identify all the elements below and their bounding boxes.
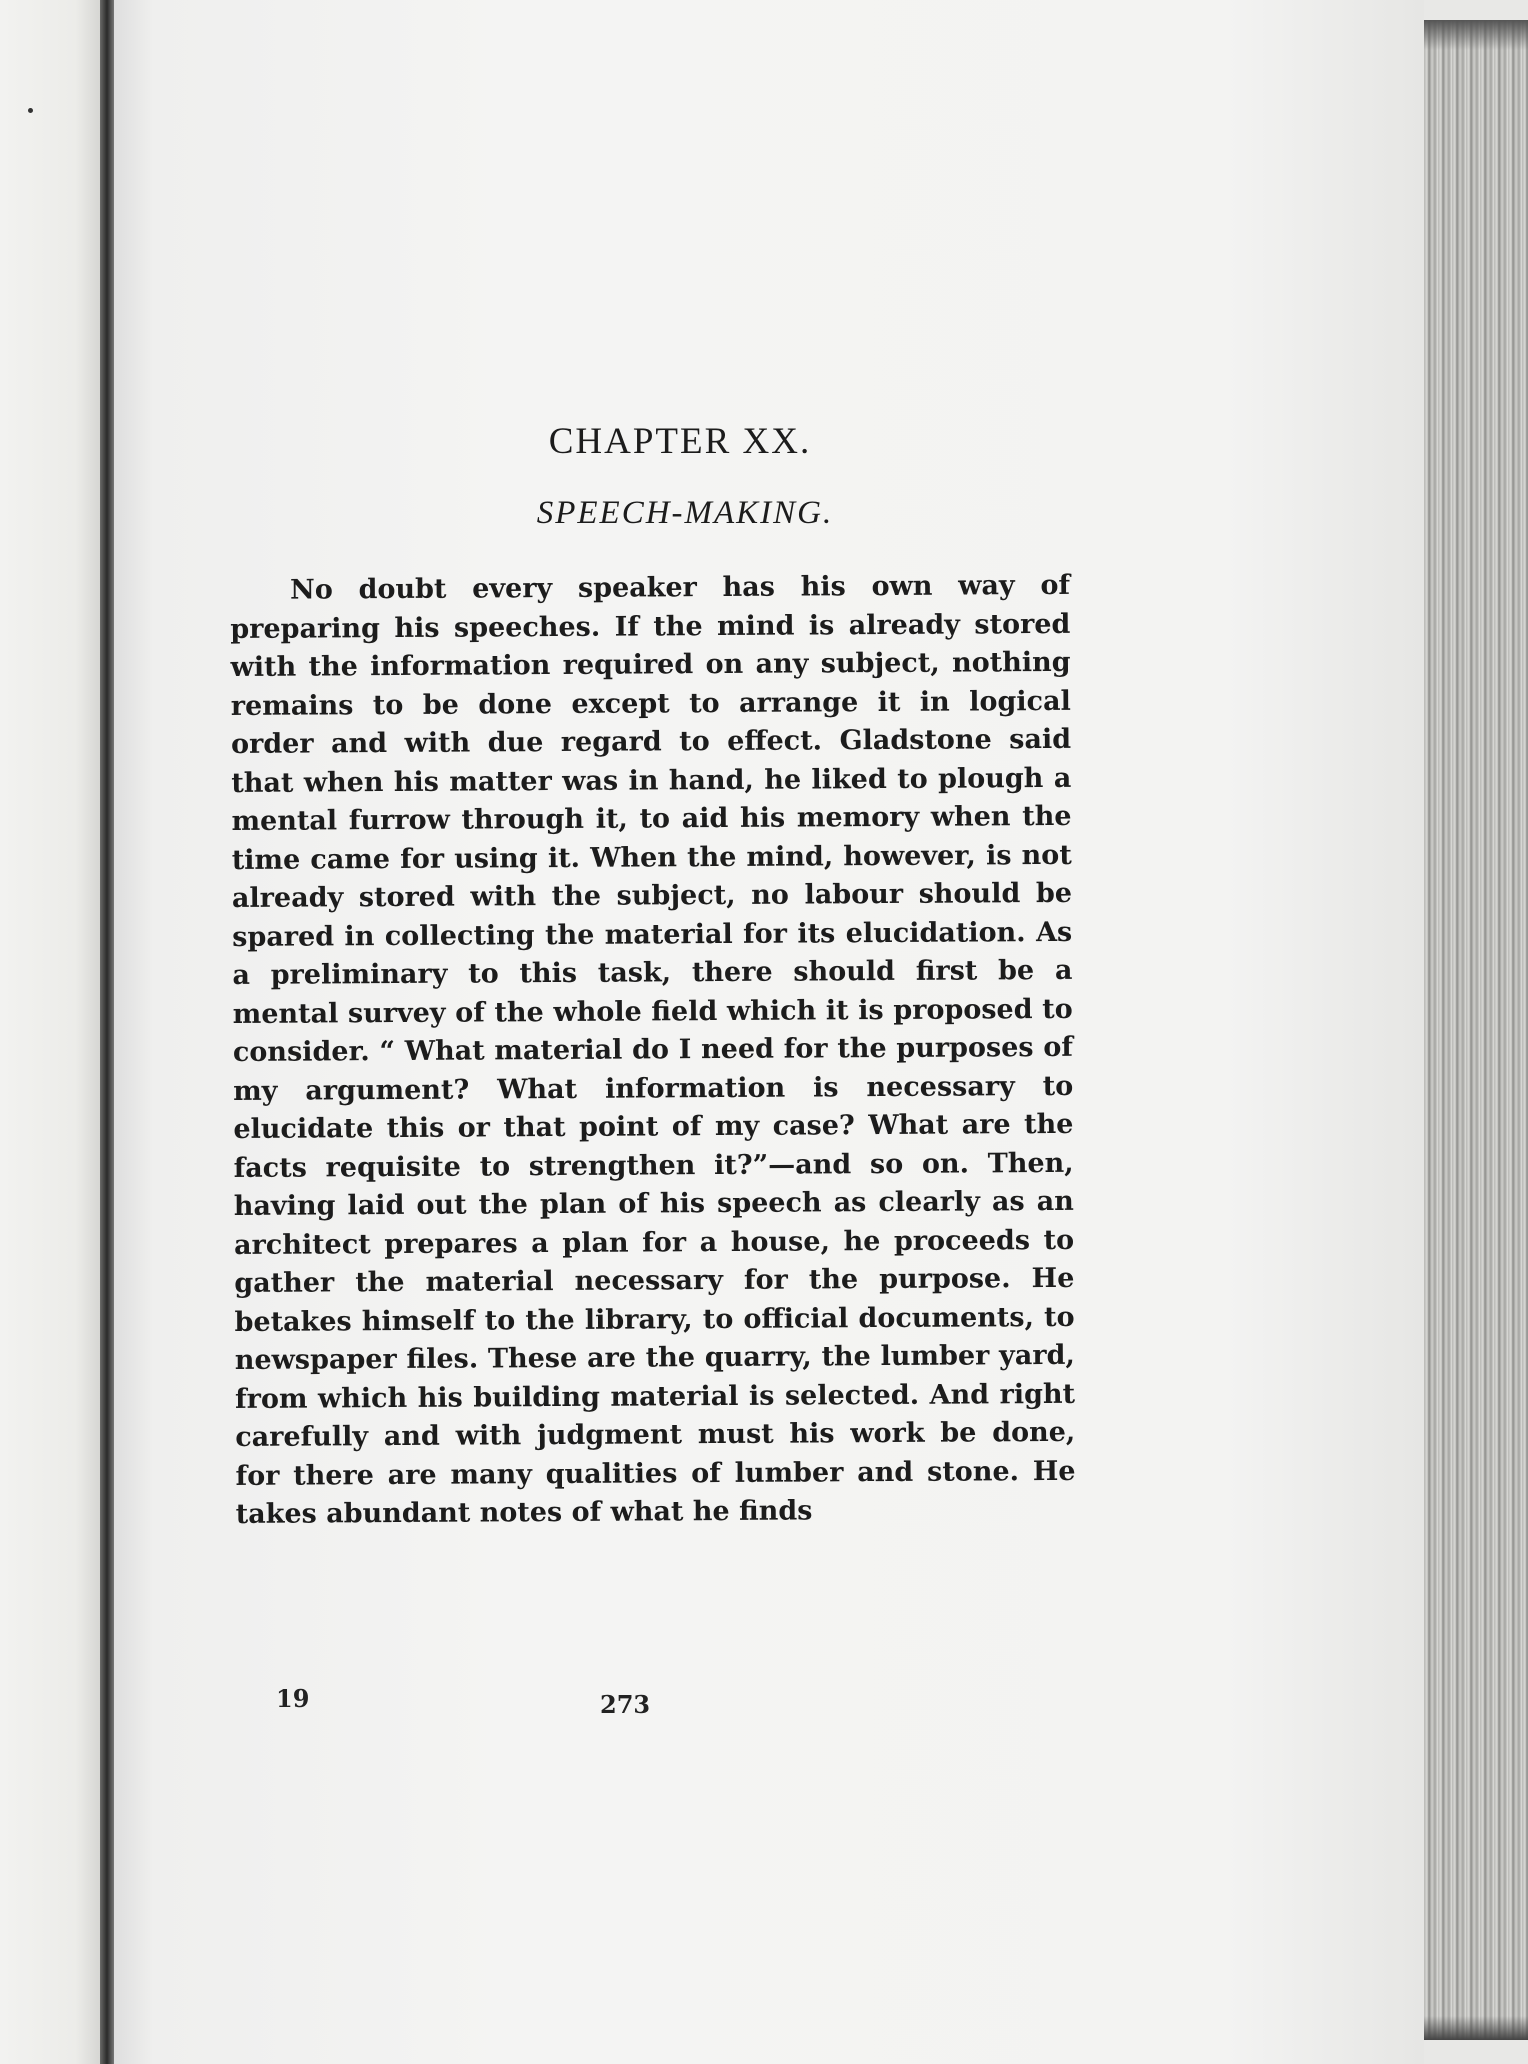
page-number: 273 [600,1690,651,1719]
page-edges [1424,20,1528,2040]
body-paragraph: No doubt every speaker has his own way of preparing his speeches. If the mind is already stored with the information required on any subject, nothing remains to be done except to arrange it in logical order and with due regard to effect. Gladstone said that when his matter was in hand, he liked to plough a mental furrow through it, to aid his memory when the time came for using it. When the mind, however, is not already stored with the subject, no labour should be spared in collecting the material for its elucidation. As a preliminary to this task, there should first be a mental survey of the whole field which it is proposed to consider. “ What material do I need for the purposes of my argument? What information is necessary to elucidate this or that point of my case? What are the facts requisite to strengthen it?”—and so on. Then, having laid out the plan of his speech as clearly as an architect prepares a plan for a house, he proceeds to gather the material necessary for the purpose. He betakes himself to the library, to official documents, to newspaper files. These are the quarry, the lumber yard, from which his building material is selected. And right carefully and with judgment must his work be done, for there are many qualities of lumber and stone. He takes abundant notes of what he finds [230,569,1076,1530]
page-footer [230,1684,1070,1724]
chapter-title: SPEECH-MAKING. [536,495,834,531]
text-block [230,420,1076,1535]
ink-speck [28,108,33,113]
book-spine-edge [100,0,114,2064]
chapter-heading: CHAPTER XX. [548,421,812,462]
facing-page-edge [0,0,108,2064]
signature-mark: 19 [276,1684,310,1713]
